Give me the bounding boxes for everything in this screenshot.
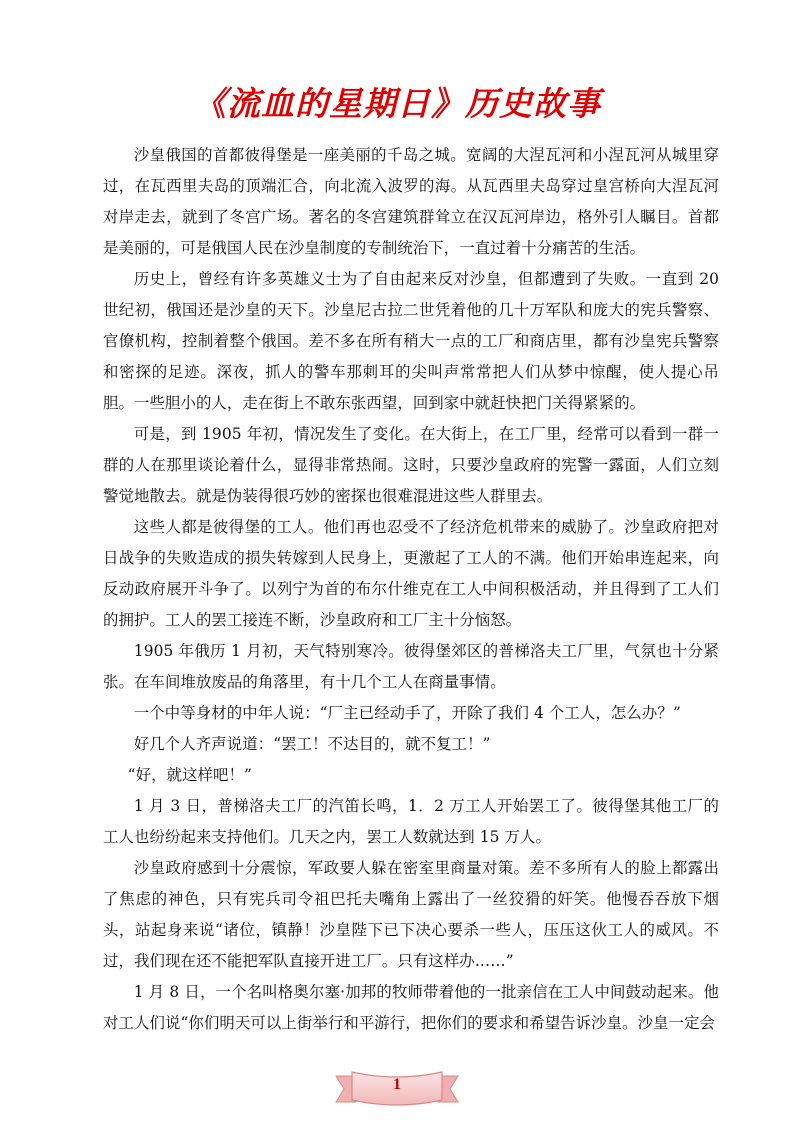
paragraph: 沙皇俄国的首都彼得堡是一座美丽的千岛之城。宽阔的大涅瓦河和小涅瓦河从城里穿过，在瓦西里夫岛的顶端汇合，向北流入波罗的海。从瓦西里夫岛穿过皇宫桥向大涅瓦河对岸走去，就到了冬宫广场。著名的冬宫建筑群耸立在汉瓦河岸边，格外引人瞩目。首都是美丽的，可是俄国人民在沙皇制度的专制统治下，一直过着十分痛苦的生活。 bbox=[103, 146, 719, 257]
paragraph: 沙皇政府感到十分震惊，军政要人躲在密室里商量对策。差不多所有人的脸上都露出了焦虑的神色，只有宪兵司令祖巴托夫嘴角上露出了一丝狡猾的奸笑。他慢吞吞放下烟头，站起身来说“诸位，镇静！沙皇陛下已下决心要杀一些人，压压这伙工人的威风。不过，我们现在还不能把军队直接开进工厂。只有这样办……” bbox=[103, 859, 719, 970]
paragraph: 历史上，曾经有许多英雄义士为了自由起来反对沙皇，但都遭到了失败。一直到 20 世纪初，俄国还是沙皇的天下。沙皇尼古拉二世凭着他的几十万军队和庞大的宪兵警察、官僚机构，控制着整个俄国。差不多在所有稍大一点的工厂和商店里，都有沙皇宪兵警察和密探的足迹。深夜，抓人的警车那刺耳的尖叫声常常把人们从梦中惊醒，使人提心吊胆。一些胆小的人，走在街上不敢东张西望，回到家中就赶快把门关得紧紧的。 bbox=[103, 270, 719, 412]
paragraph: 一个中等身材的中年人说：“厂主已经动手了，开除了我们 4 个工人，怎么办？” bbox=[133, 704, 681, 722]
paragraph: 1 月 8 日，一个名叫格奥尔塞·加邦的牧师带着他的一批亲信在工人中间鼓动起来。他对工人们说“你们明天可以上街举行和平游行，把你们的要求和希望告诉沙皇。沙皇一定会 bbox=[103, 983, 719, 1032]
paragraph: 可是，到 1905 年初，情况发生了变化。在大街上，在工厂里，经常可以看到一群一群的人在那里谈论着什么，显得非常热闹。这时，只要沙皇政府的宪警一露面，人们立刻警觉地散去。就是伪装得很巧妙的密探也很难混进这些人群里去。 bbox=[103, 425, 719, 505]
paragraph: “好，就这样吧！” bbox=[127, 766, 252, 784]
page-number: 1 bbox=[393, 1076, 401, 1093]
paragraph: 1 月 3 日，普梯洛夫工厂的汽笛长鸣，1．2 万工人开始罢工了。彼得堡其他工厂的工人也纷纷起来支持他们。几天之内，罢工人数就达到 15 万人。 bbox=[103, 797, 719, 846]
paragraph: 好几个人齐声说道：“罢工！不达目的，就不复工！” bbox=[133, 735, 491, 753]
page-footer bbox=[334, 1068, 460, 1110]
page-title: 《流血的星期日》历史故事 bbox=[193, 84, 601, 123]
body-text bbox=[103, 140, 719, 1039]
paragraph: 这些人都是彼得堡的工人。他们再也忍受不了经济危机带来的威胁了。沙皇政府把对日战争的失败造成的损失转嫁到人民身上，更激起了工人的不满。他们开始串连起来，向反动政府展开斗争了。以列宁为首的布尔什维克在工人中间积极活动，并且得到了工人们的拥护。工人的罢工接连不断，沙皇政府和工厂主十分恼怒。 bbox=[103, 518, 719, 629]
paragraph: 1905 年俄历 1 月初，天气特别寒冷。彼得堡郊区的普梯洛夫工厂里，气氛也十分紧张。在车间堆放废品的角落里，有十几个工人在商量事情。 bbox=[103, 642, 719, 691]
